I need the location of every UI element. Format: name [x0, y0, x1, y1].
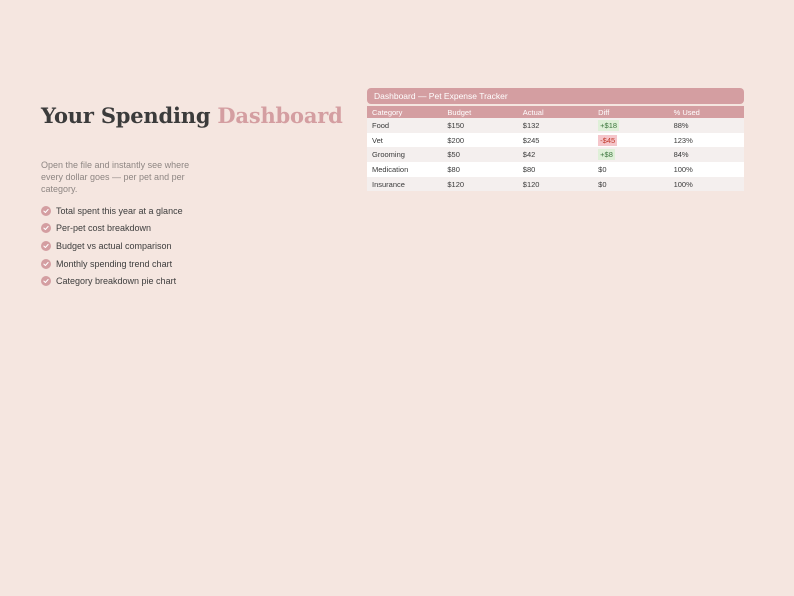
column-header-diff: Diff: [593, 106, 668, 118]
diff-badge: +$8: [600, 150, 613, 160]
cell-actual: $245: [518, 133, 593, 148]
table-row: [367, 162, 744, 177]
check-circle-icon: [41, 241, 51, 251]
cell-budget: $150: [442, 118, 517, 133]
feature-label: Total spent this year at a glance: [56, 205, 183, 216]
check-circle-icon: [41, 206, 51, 216]
page-headline: [41, 101, 343, 131]
table-row: [367, 147, 744, 162]
cell-actual: $42: [518, 147, 593, 162]
table-header-row: [367, 106, 744, 118]
column-header-category: Category: [367, 106, 442, 118]
feature-item: [41, 255, 183, 273]
headline-main: Your Spending: [41, 103, 218, 128]
cell-used: 100%: [669, 177, 744, 192]
feature-item: [41, 237, 183, 255]
diff-badge: +$18: [600, 120, 618, 130]
column-header-budget: Budget: [442, 106, 517, 118]
headline-accent: Dashboard: [217, 103, 343, 128]
cell-budget: $200: [442, 133, 517, 148]
cell-actual: $80: [518, 162, 593, 177]
cell-used: 84%: [669, 147, 744, 162]
cell-category: Grooming: [367, 147, 442, 162]
cell-used: 100%: [669, 162, 744, 177]
cell-actual: $120: [518, 177, 593, 192]
feature-label: Monthly spending trend chart: [56, 258, 173, 269]
cell-diff: [593, 118, 668, 133]
feature-item: [41, 202, 183, 220]
feature-list: [41, 202, 183, 290]
cell-actual: $132: [518, 118, 593, 133]
cell-budget: $120: [442, 177, 517, 192]
check-circle-icon: [41, 259, 51, 269]
cell-category: Food: [367, 118, 442, 133]
check-circle-icon: [41, 223, 51, 233]
cell-budget: $50: [442, 147, 517, 162]
column-header-actual: Actual: [518, 106, 593, 118]
column-header-used: % Used: [669, 106, 744, 118]
cell-category: Vet: [367, 133, 442, 148]
diff-badge: -$45: [600, 135, 616, 145]
cell-diff: $0: [593, 162, 668, 177]
dashboard-title: Dashboard — Pet Expense Tracker: [367, 88, 744, 104]
cell-diff: $0: [593, 177, 668, 192]
cell-used: 123%: [669, 133, 744, 148]
table-row: [367, 133, 744, 148]
feature-label: Category breakdown pie chart: [56, 276, 177, 287]
cell-diff: [593, 147, 668, 162]
intro-text: Open the file and instantly see where every dollar goes — per pet and per category.: [41, 160, 190, 194]
cell-used: 88%: [669, 118, 744, 133]
cell-diff: [593, 133, 668, 148]
cell-budget: $80: [442, 162, 517, 177]
cell-category: Medication: [367, 162, 442, 177]
feature-item: [41, 220, 183, 238]
table-row: [367, 118, 744, 133]
feature-label: Per-pet cost breakdown: [56, 223, 152, 234]
expense-table: [367, 106, 744, 191]
check-circle-icon: [41, 276, 51, 286]
feature-label: Budget vs actual comparison: [56, 240, 172, 251]
table-row: [367, 177, 744, 192]
dashboard-panel: [367, 88, 744, 191]
feature-item: [41, 272, 183, 290]
cell-category: Insurance: [367, 177, 442, 192]
